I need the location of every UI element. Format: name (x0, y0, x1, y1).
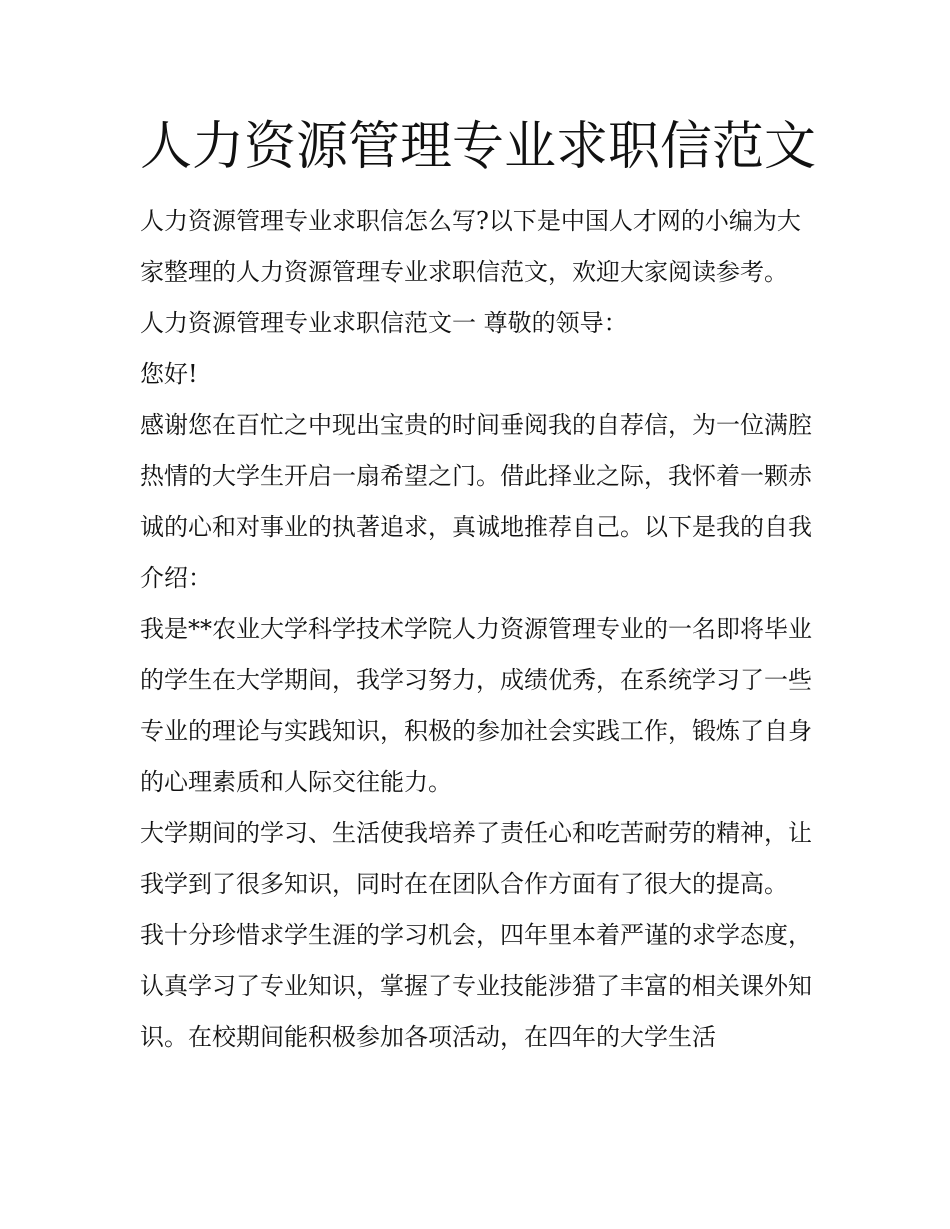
document-title: 人力资源管理专业求职信范文 (140, 117, 817, 177)
paragraph-self-intro: 我是**农业大学科学技术学院人力资源管理专业的一名即将毕业的学生在大学期间，我学习努力，成绩优秀，在系统学习了一些专业的理论与实践知识，积极的参加社会实践工作，锻炼了自身的心理素质和人际交往能力。 (140, 615, 812, 796)
paragraph-university-life: 大学期间的学习、生活使我培养了责任心和吃苦耐劳的精神，让我学到了很多知识，同时在在团队合作方面有了很大的提高。 (140, 819, 812, 898)
paragraph-intro: 人力资源管理专业求职信怎么写?以下是中国人才网的小编为大家整理的人力资源管理专业求职信范文，欢迎大家阅读参考。 人力资源管理专业求职信范文一 尊敬的领导： (140, 207, 801, 337)
document-body (140, 196, 812, 1063)
paragraph-study: 我十分珍惜求学生涯的学习机会，四年里本着严谨的求学态度，认真学习了专业知识，掌握了专业技能涉猎了丰富的相关课外知识。在校期间能积极参加各项活动，在四年的大学生活 (140, 921, 812, 1051)
paragraph-thanks: 感谢您在百忙之中现出宝贵的时间垂阅我的自荐信，为一位满腔热情的大学生开启一扇希望之门。借此择业之际，我怀着一颗赤诚的心和对事业的执著追求，真诚地推荐自己。以下是我的自我介绍： (140, 411, 812, 592)
paragraph-greeting: 您好! (140, 360, 198, 388)
